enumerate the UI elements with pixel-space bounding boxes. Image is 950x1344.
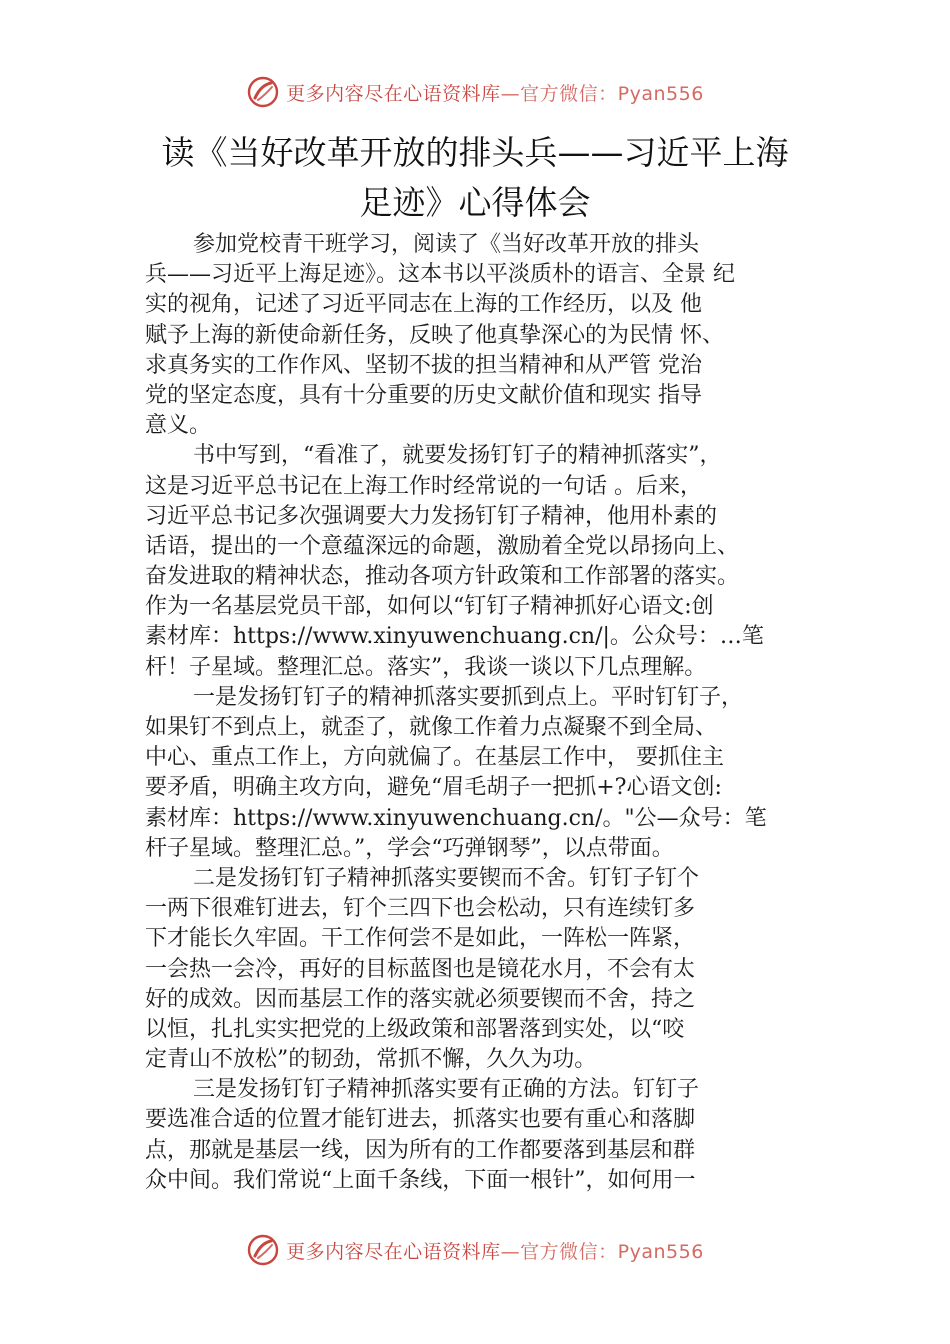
body-line: 二是发扬钉钉子精神抓落实要锲而不舍。钉钉子钉个 xyxy=(193,865,700,891)
footer-banner xyxy=(0,1230,950,1270)
footer-banner-text xyxy=(286,1237,704,1264)
body-line: 中心、重点工作上，方向就偏了。在基层工作中， 要抓住主 xyxy=(145,745,724,771)
body-line: 兵——习近平上海足迹》。这本书以平淡质朴的语言、全景 纪 xyxy=(145,262,735,288)
body-line: 一会热一会冷，再好的目标蓝图也是镜花水月，不会有太 xyxy=(145,956,696,982)
body-line: 参加党校青干班学习，阅读了《当好改革开放的排头 xyxy=(193,232,700,257)
body-line: 三是发扬钉钉子精神抓落实要有正确的方法。钉钉子 xyxy=(193,1077,700,1103)
body-line: 好的成效。因而基层工作的落实就必须要锲而不舍，持之 xyxy=(145,986,696,1012)
body-line: 众中间。我们常说“上面千条线，下面一根针”，如何用一 xyxy=(145,1167,696,1193)
body-line: 党的坚定态度，具有十分重要的历史文献价值和现实 指导 xyxy=(145,382,702,408)
body-line: 这是习近平总书记在上海工作时经常说的一句话 。后来， xyxy=(145,473,702,499)
body-line: 定青山不放松”的韧劲，常抓不懈，久久为功。 xyxy=(145,1047,597,1073)
document-title-line-1: 读《当好改革开放的排头兵——习近平上海 xyxy=(161,133,789,172)
body-line: 如果钉不到点上，就歪了，就像工作着力点凝聚不到全局、 xyxy=(145,715,718,740)
body-line: 书中写到，“看准了，就要发扬钉钉子的精神抓落实”， xyxy=(193,443,722,469)
body-line: 奋发进取的精神状态，推动各项方针政策和工作部署的落实。 xyxy=(145,564,740,590)
header-banner-text xyxy=(286,79,704,106)
logo-icon xyxy=(246,75,280,109)
logo-icon xyxy=(246,1233,280,1267)
body-line: 赋予上海的新使命新任务，反映了他真挚深心的为民情 怀、 xyxy=(145,322,724,348)
body-line: 意义。 xyxy=(145,413,212,439)
document-title xyxy=(100,128,850,228)
body-line: 实的视角，记述了习近平同志在上海的工作经历，以及 他 xyxy=(145,292,702,318)
body-line: 一是发扬钉钉子的精神抓落实要抓到点上。平时钉钉子， xyxy=(193,684,744,710)
footer-banner-contact: —官方微信：Pyan556 xyxy=(500,1240,704,1263)
body-line: 一两下很难钉进去，钉个三四下也会松动，只有连续钉多 xyxy=(145,896,696,922)
body-line: 下才能长久牢固。干工作何尝不是如此，一阵松一阵紧， xyxy=(145,926,696,952)
body-line: 以恒，扎扎实实把党的上级政策和部署落到实处，以“咬 xyxy=(145,1016,685,1042)
body-line: 杆！子星域。整理汇总。落实”，我谈一谈以下几点理解。 xyxy=(145,654,707,680)
body-line: 杆子星域。整理汇总。”，学会“巧弹钢琴”，以点带面。 xyxy=(145,835,674,861)
body-line: 话语，提出的一个意蕴深远的命题，激励着全党以昂扬向上、 xyxy=(145,533,740,559)
footer-banner-main: 更多内容尽在心语资料库 xyxy=(286,1240,501,1263)
body-line: 要矛盾，明确主攻方向，避免“眉毛胡子一把抓+?心语文创: xyxy=(145,775,722,801)
body-line: 求真务实的工作作风、坚韧不拔的担当精神和从严管 党治 xyxy=(145,352,702,378)
body-line: 习近平总书记多次强调要大力发扬钉钉子精神，他用朴素的 xyxy=(145,503,718,529)
header-banner-contact: —官方微信：Pyan556 xyxy=(500,82,704,105)
document-title-line-2: 足迹》心得体会 xyxy=(359,183,591,222)
body-line: 要选准合适的位置才能钉进去，抓落实也要有重心和落脚 xyxy=(145,1107,696,1133)
header-banner-main: 更多内容尽在心语资料库 xyxy=(286,82,501,105)
document-body xyxy=(145,230,810,1196)
header-banner xyxy=(0,72,950,112)
body-line: 素材库：https://www.xinyuwenchuang.cn/|。公众号：…笔 xyxy=(145,624,764,650)
body-line: 点，那就是基层一线，因为所有的工作都要落到基层和群 xyxy=(145,1137,696,1163)
body-line: 作为一名基层党员干部，如何以“钉钉子精神抓好心语文:创 xyxy=(145,594,714,620)
body-line: 素材库：https://www.xinyuwenchuang.cn/。"公—众号：笔 xyxy=(145,805,767,831)
